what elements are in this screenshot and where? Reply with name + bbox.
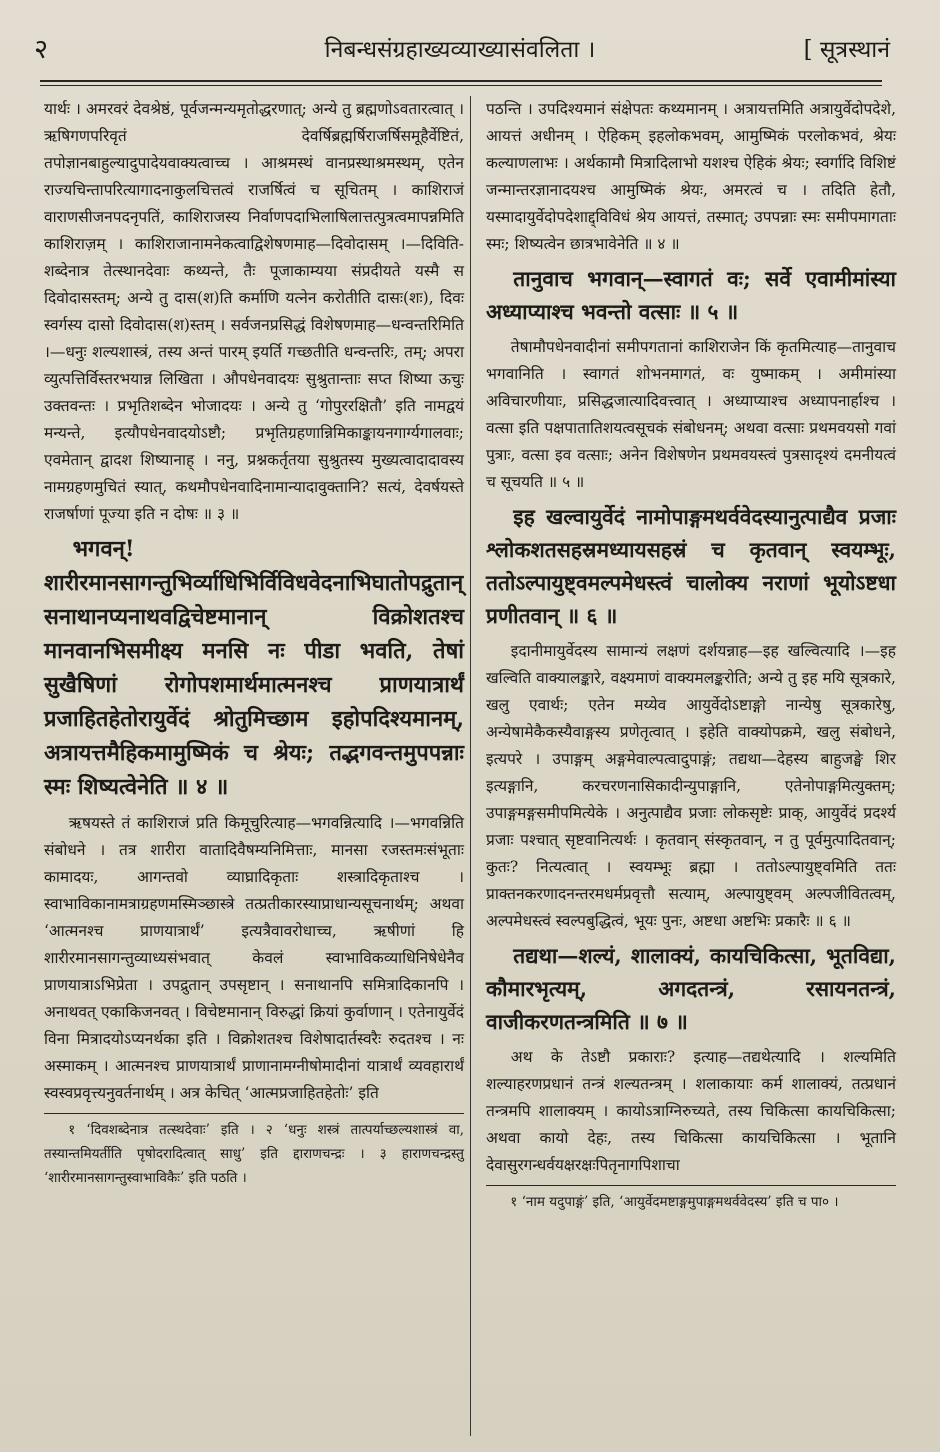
footnotes: १ ‘नाम यदुपाङ्गं’ इति, ‘आयुर्वेदमष्टाङ्गमुपाङ्गमथर्ववेदस्य’ इति च पा० । [510, 1194, 839, 1210]
commentary-paragraph: ऋषयस्ते तं काशिराजं प्रति किमूचुरित्याह—भगवन्नित्यादि ।—भगवन्निति संबोधने । तत्र शारीरा वातादिवैषम्यनिमित्ताः, मानसा रजस्तमःसंभूताः कामादयः, आगन्तवो व्याघ्रादिकृताः शस्त्रादिकृताश्च । स्वाभाविकानामत्राग्रहणमस्मिञ्छास्त्रे तत्प्रतीकारस्याप्राधान्यसूचनार्थम्; अथवा ‘आत्मनश्च प्राणयात्रार्थं’ इत्यत्रैवावरोधाच्च, ऋषीणां हि शारीरमानसागन्तुव्याध्यसंभवात् केवलं स्वाभाविकव्याधिनिषेधेनैव प्राणयात्राऽभिप्रेता । उपद्रुतान् उपसृष्टान् । सनाथानपि समित्रादिकानपि । अनाथवत् एकाकिजनवत् । विचेष्टमानान् विरुद्धां क्रियां कुर्वाणान् । एतेनायुर्वेदं विना मित्रादयोऽप्यनर्थका इति । विक्रोशतश्च विशेषादार्तस्वरैः रुदतश्च । नः अस्माकम् । आत्मनश्च प्राणयात्रार्थं प्राणानामग्नीषोमादीनां यात्रार्थं व्यवहारार्थं स्वस्वप्रवृत्त्यनुवर्तनार्थम् । अत्र केचित् ‘आत्मप्रजाहितहेतोः’ इति [44, 814, 464, 1102]
sutra-4: भगवन्! शारीरमानसागन्तुभिर्व्याधिभिर्विविधवेदनाभिघातोपद्रुतान् सनाथानप्यनाथवद्विचेष्टमानान् विक्रोशतश्च मानवानभिसमीक्ष्य मनसि नः पीडा भवति, तेषां सुखैषिणां रोगोपशमार्थमात्मनश्च प्राणयात्रार्थं प्रजाहितहेतोरायुर्वेदं श्रोतुमिच्छाम इहोपदिश्यमानम्, अत्रायत्तमैहिकमामुष्मिकं च श्रेयः; तद्भगवन्तमुपपन्नाः स्मः शिष्यत्वेनेति ॥ ४ ॥ [44, 536, 464, 800]
left-column [44, 96, 464, 1190]
sutra-7: तद्यथा—शल्यं, शालाक्यं, कायचिकित्सा, भूतविद्या, कौमारभृत्यम्, अगदतन्त्रं, रसायनतन्त्रं, वाजीकरणतन्त्रमिति ॥ ७ ॥ [486, 943, 896, 1034]
sutra-6: इह खल्वायुर्वेदं नामोपाङ्गमथर्ववेदस्यानुत्पाद्यैव प्रजाः श्लोकशतसहस्रमध्यायसहस्रं च कृतवान् स्वयम्भूः, ततोऽल्पायुष्ट्वमल्पमेधस्त्वं चालोक्य नराणां भूयोऽष्टधा प्रणीतवान् ॥ ६ ॥ [486, 504, 896, 628]
commentary-paragraph: अथ के तेऽष्टौ प्रकाराः? इत्याह—तद्यथेत्यादि । शल्यमिति शल्याहरणप्रधानं तन्त्रं शल्यतन्त्रम् । शलाकायाः कर्म शालाक्यं, तत्प्रधानं तन्त्रमपि शालाक्यम् । कायोऽत्राग्निरुच्यते, तस्य चिकित्सा कायचिकित्सा; अथवा कायो देहः, तस्य चिकित्सा कायचिकित्सा । भूतानि देवासुरगन्धर्वयक्षरक्षःपितृनागपिशाचा [486, 1048, 896, 1174]
footnote-rule [44, 1113, 464, 1114]
header-rule-thin [40, 85, 882, 86]
page-number: २ [34, 34, 49, 65]
commentary-paragraph: इदानीमायुर्वेदस्य सामान्यं लक्षणं दर्शयन्नाह—इह खल्वित्यादि ।—इह खल्विति वाक्यालङ्कारे, वक्ष्यमाणं वाक्यमलङ्करोति; अन्ये तु इह मयि सूत्रकारे, खलु एवार्थः; एतेन मय्येव आयुर्वेदोऽष्टाङ्गो नान्येषु सूत्रकारेषु, अन्येषामेकैकस्यैवाङ्गस्य प्रणेतृत्वात् । इहेति वाक्योपक्रमे, खलु संबोधने, इत्यपरे । उपाङ्गम् अङ्गमेवाल्पत्वादुपाङ्गं; तद्यथा—देहस्य बाहुजङ्घे शिर इत्यङ्गानि, करचरणनासिकादीन्युपाङ्गानि, एतेनोपाङ्गमित्युक्तम्; उपाङ्गमङ्गसमीपमित्येके । अनुत्पाद्यैव प्रजाः लोकसृष्टेः प्राक्, आयुर्वेदं प्रदर्श्य प्रजाः पश्चात् सृष्टवानित्यर्थः । कृतवान् संस्कृतवान्, न तु पूर्वमुत्पादितवान्; कुतः? नित्यत्वात् । स्वयम्भूः ब्रह्मा । ततोऽल्पायुष्ट्वमिति ततः प्राक्तनकरणादनन्तरमधर्मप्रवृत्तौ सत्याम्, अल्पायुष्ट्वम् अल्पजीवितत्वम्, अल्पमेधस्त्वं स्वल्पबुद्धित्वं, भूयः पुनः, अष्टधा अष्टभिः प्रकारैः ॥ ६ ॥ [486, 642, 896, 930]
column-divider [470, 96, 471, 1436]
running-title: निबन्धसंग्रहाख्यव्याख्यासंवलिता । [324, 37, 596, 63]
footnote-rule [486, 1185, 896, 1186]
commentary-paragraph: तेषामौपधेनवादीनां समीपगतानां काशिराजेन किं कृतमित्याह—तानुवाच भगवानिति । स्वागतं शोभनमागतं, वः युष्माकम् । अमीमांस्या अविचारणीयाः, प्रसिद्धजात्यादिवत्त्वात् । अध्याप्याश्च अध्यापनार्हाश्च । वत्सा इति पक्षपातातिशयत्वसूचकं संबोधनम्; अथवा वत्साः प्रथमवयसो गवां पुत्राः, वत्सा इव वत्साः; अनेन विशेषणेन प्रथमवयस्त्वं पुत्रसादृश्यं दमनीयत्वं च सूचयति ॥ ५ ॥ [486, 338, 896, 491]
commentary-paragraph: पठन्ति । उपदिश्यमानं संक्षेपतः कथ्यमानम् । अत्रायत्तमिति अत्रायुर्वेदोपदेशे, आयत्तं अधीनम् । ऐहिकम् इहलोकभवम्, आमुष्मिकं परलोकभवं, श्रेयः कल्याणलाभः । अर्थकामौ मित्रादिलाभो यशश्च ऐहिकं श्रेयः; स्वर्गादि विशिष्टं जन्मान्तरज्ञानादयश्च आमुष्मिकं श्रेयः, अमरत्वं च । तदिति हेतौ, यस्मादायुर्वेदोपदेशाद्द्विविधं श्रेय आयत्तं, तस्मात्; उपपन्नाः स्मः समीपमागताः स्मः; शिष्यत्वेन छात्रभावेनेति ॥ ४ ॥ [486, 100, 896, 253]
sutra-5: तानुवाच भगवान्—स्वागतं वः; सर्वे एवामीमांस्या अध्याप्याश्च भवन्तो वत्साः ॥ ५ ॥ [486, 266, 896, 324]
section-name: [ सूत्रस्थानं [803, 37, 890, 63]
right-column [486, 96, 896, 1214]
footnotes: १ ‘दिवशब्देनात्र तत्स्थदेवाः’ इति । २ ‘धनुः शस्त्रं तात्पर्याच्छल्यशास्त्रं वा, तस्यान्तमियर्तीति पृषोदरादित्वात् साधु’ इति द्दाराणचन्द्रः । ३ हाराणचन्द्रस्तु ‘शारीरमानसागन्तुस्वाभाविकैः’ इति पठति । [44, 1122, 464, 1186]
header-rule [40, 80, 882, 82]
running-header [30, 30, 890, 76]
commentary-paragraph: यार्थः । अमरवरं देवश्रेष्ठं, पूर्वजन्मन्यमृतोद्धरणात्; अन्ये तु ब्रह्मणोऽवतारत्वात् । ऋषिगणपरिवृतं देवर्षिब्रह्मर्षिराजर्षिसमूहैर्वेष्टितं, तपोज्ञानबाहुल्यादुपादेयवाक्यत्वाच्च । आश्रमस्थं वानप्रस्थाश्रमस्थम्, एतेन राज्यचिन्तापरित्यागादनाकुलचित्तत्वं राजर्षित्वं च सूचितम् । काशिराजं वाराणसीजनपदनृपतिं, काशिराजस्य निर्वाणपदाभिलाषिलात्तत्पुत्रत्वमापन्नमिति काशिराज़म् । काशिराजानामनेकत्वाद्विशेषणमाह—दिवोदासम् ।—दिविति-शब्देनात्र तेत्स्थानदेवाः कथ्यन्ते, तैः पूजाकाम्यया संप्रदीयते यस्मै स दिवोदासस्तम्; अन्ये तु दास(श)ति कर्माणि यत्नेन करोतीति दासः(शः), दिवः स्वर्गस्य दासो दिवोदास(श)स्तम् । सर्वजनप्रसिद्धं विशेषणमाह—धन्वन्तरिमिति ।—धनुः शल्यशास्त्रं, तस्य अन्तं पारम् इयर्ति गच्छतीति धन्वन्तरिः, तम्; अपरा व्युत्पत्तिर्विस्तरभयान्न लिखिता । औपधेनवादयः सुश्रुतान्ताः सप्त शिष्या ऊचुः उक्तवन्तः । प्रभृतिशब्देन भोजादयः । अन्ये तु ‘गोपुररक्षितौ’ इति नामद्वयं मन्यन्ते, इत्यौपधेनवादयोऽष्टौ; प्रभृतिग्रहणान्निमिकाङ्कायनगार्ग्यगालवाः; एवमेतान् द्वादश शिष्यानाह् । ननु, प्रश्नकर्तृतया सुश्रुतस्य मुख्यत्वादादावस्य नामग्रहणमुचितं स्यात्, कथमौपधेनवादिनामान्यादावुक्तानि? सत्यं, देवर्षयस्ते राजर्षाणां पूज्या इति न दोषः ॥ ३ ॥ [44, 100, 464, 523]
